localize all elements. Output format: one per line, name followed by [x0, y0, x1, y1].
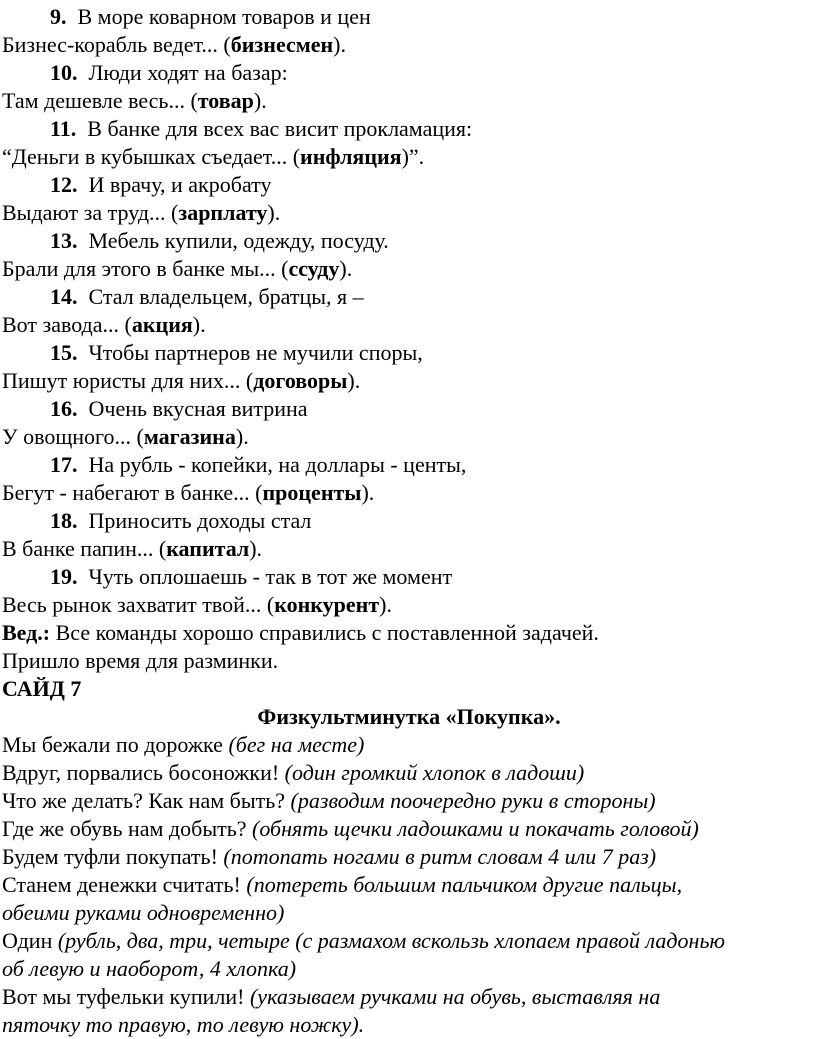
text-segment: В море коварном товаров и цен	[66, 4, 371, 29]
text-segment: Вот завода... (	[2, 312, 132, 337]
italic-text-segment: (указываем ручками на обувь, выставляя на	[249, 984, 661, 1009]
bold-text-segment: бизнесмен	[230, 32, 334, 57]
text-segment: Приносить доходы стал	[77, 508, 312, 533]
text-line	[2, 143, 816, 171]
text-segment: Где же обувь нам добыть?	[2, 816, 253, 841]
text-line	[2, 311, 816, 339]
text-line	[2, 59, 816, 87]
bold-text-segment: магазина	[143, 424, 236, 449]
text-line	[2, 171, 816, 199]
text-line	[2, 591, 816, 619]
text-segment: Станем денежки считать!	[2, 872, 247, 897]
text-segment: ).	[333, 32, 346, 57]
text-line	[2, 843, 816, 871]
text-line	[2, 647, 816, 675]
text-segment: Что же делать? Как нам быть?	[2, 788, 291, 813]
text-segment: ).	[379, 592, 392, 617]
text-line	[2, 87, 816, 115]
text-segment: На рубль - копейки, на доллары - центы,	[77, 452, 467, 477]
text-segment: ).	[267, 200, 281, 225]
text-line	[2, 1011, 816, 1039]
text-line	[2, 199, 816, 227]
italic-text-segment: (обнять щечки ладошками и покачать головой)	[252, 816, 699, 841]
bold-text-segment: Вед.:	[2, 620, 51, 645]
italic-text-segment: пяточку то правую, то левую ножку).	[2, 1012, 365, 1037]
text-line	[2, 507, 816, 535]
bold-text-segment: проценты	[262, 480, 362, 505]
bold-text-segment: капитал	[166, 536, 250, 561]
bold-text-segment: 11.	[50, 116, 77, 141]
bold-text-segment: САЙД 7	[2, 676, 82, 701]
text-line	[2, 227, 816, 255]
text-line	[2, 899, 816, 927]
text-line	[2, 675, 816, 703]
bold-text-segment: 10.	[50, 60, 78, 85]
text-line	[2, 479, 816, 507]
italic-text-segment: (один громкий хлопок в ладоши)	[284, 760, 585, 785]
italic-text-segment: (потопать ногами в ритм словам 4 или 7 раз)	[223, 844, 657, 869]
bold-text-segment: Физкультминутка «Покупка».	[257, 704, 561, 729]
text-line	[2, 395, 816, 423]
bold-text-segment: 16.	[50, 396, 78, 421]
text-segment: В банке для всех вас висит прокламация:	[76, 116, 473, 141]
text-line	[2, 367, 816, 395]
text-segment: ).	[347, 368, 361, 393]
text-line	[2, 115, 816, 143]
text-line	[2, 563, 816, 591]
text-segment: Люди ходят на базар:	[77, 60, 288, 85]
bold-text-segment: 9.	[50, 4, 67, 29]
bold-text-segment: 14.	[50, 284, 78, 309]
italic-text-segment: (рубль, два, три, четыре (с размахом вскользь хлопаем правой ладонью	[57, 928, 725, 953]
text-line	[2, 787, 816, 815]
text-segment: ).	[339, 256, 353, 281]
text-segment: В банке папин... (	[2, 536, 167, 561]
document-body	[2, 3, 816, 1039]
text-segment: Там дешевле весь... (	[2, 88, 198, 113]
bold-text-segment: ссуду	[288, 256, 340, 281]
text-segment: Чтобы партнеров не мучили споры,	[77, 340, 423, 365]
text-segment: Один	[2, 928, 58, 953]
text-segment: И врачу, и акробату	[77, 172, 272, 197]
text-line	[2, 983, 816, 1011]
text-segment: Вот мы туфельки купили!	[2, 984, 250, 1009]
text-segment: ).	[361, 480, 375, 505]
text-segment: Весь рынок захватит твой... (	[2, 592, 275, 617]
text-segment: У овощного... (	[2, 424, 144, 449]
text-segment: Чуть оплошаешь - так в тот же момент	[77, 564, 453, 589]
text-segment: Очень вкусная витрина	[77, 396, 308, 421]
bold-text-segment: 13.	[50, 228, 78, 253]
bold-text-segment: 19.	[50, 564, 78, 589]
italic-text-segment: (бег на месте)	[228, 732, 365, 757]
text-segment: ).	[192, 312, 206, 337]
text-segment: Выдают за труд... (	[2, 200, 179, 225]
bold-text-segment: 15.	[50, 340, 78, 365]
section-heading	[2, 703, 816, 731]
text-line	[2, 619, 816, 647]
text-segment: “Деньги в кубышках съедает... (	[2, 144, 301, 169]
italic-text-segment: (разводим поочередно руки в стороны)	[290, 788, 656, 813]
bold-text-segment: 12.	[50, 172, 78, 197]
bold-text-segment: товар	[197, 88, 254, 113]
bold-text-segment: акция	[131, 312, 193, 337]
text-line	[2, 535, 816, 563]
text-line	[2, 927, 816, 955]
italic-text-segment: об левую и наоборот, 4 хлопка)	[2, 956, 297, 981]
text-line	[2, 339, 816, 367]
italic-text-segment: (потереть большим пальчиком другие пальцы,	[246, 872, 683, 897]
text-segment: Мы бежали по дорожке	[2, 732, 229, 757]
bold-text-segment: 18.	[50, 508, 78, 533]
text-line	[2, 871, 816, 899]
text-segment: Пришло время для разминки.	[2, 648, 279, 673]
bold-text-segment: зарплату	[178, 200, 268, 225]
text-segment: Бегут - набегают в банке... (	[2, 480, 263, 505]
text-segment: ).	[253, 88, 267, 113]
text-line	[2, 31, 816, 59]
text-segment: ).	[235, 424, 249, 449]
text-line	[2, 255, 816, 283]
text-line	[2, 283, 816, 311]
text-segment: Мебель купили, одежду, посуду.	[77, 228, 389, 253]
text-line	[2, 451, 816, 479]
text-line	[2, 731, 816, 759]
bold-text-segment: конкурент	[274, 592, 380, 617]
text-line	[2, 815, 816, 843]
bold-text-segment: 17.	[50, 452, 78, 477]
text-line	[2, 3, 816, 31]
bold-text-segment: договоры	[253, 368, 348, 393]
text-segment: Все команды хорошо справились с поставленной задачей.	[50, 620, 599, 645]
italic-text-segment: обеими руками одновременно)	[2, 900, 285, 925]
text-segment: Бизнес-корабль ведет... (	[2, 32, 231, 57]
text-line	[2, 759, 816, 787]
text-segment: Стал владельцем, братцы, я –	[77, 284, 364, 309]
text-line	[2, 423, 816, 451]
text-segment: ).	[249, 536, 263, 561]
text-segment: Будем туфли покупать!	[2, 844, 224, 869]
text-segment: Пишут юристы для них... (	[2, 368, 254, 393]
bold-text-segment: инфляция	[300, 144, 402, 169]
text-segment: Брали для этого в банке мы... (	[2, 256, 289, 281]
text-segment: Вдруг, порвались босоножки!	[2, 760, 285, 785]
text-segment: )”.	[401, 144, 425, 169]
text-line	[2, 955, 816, 983]
